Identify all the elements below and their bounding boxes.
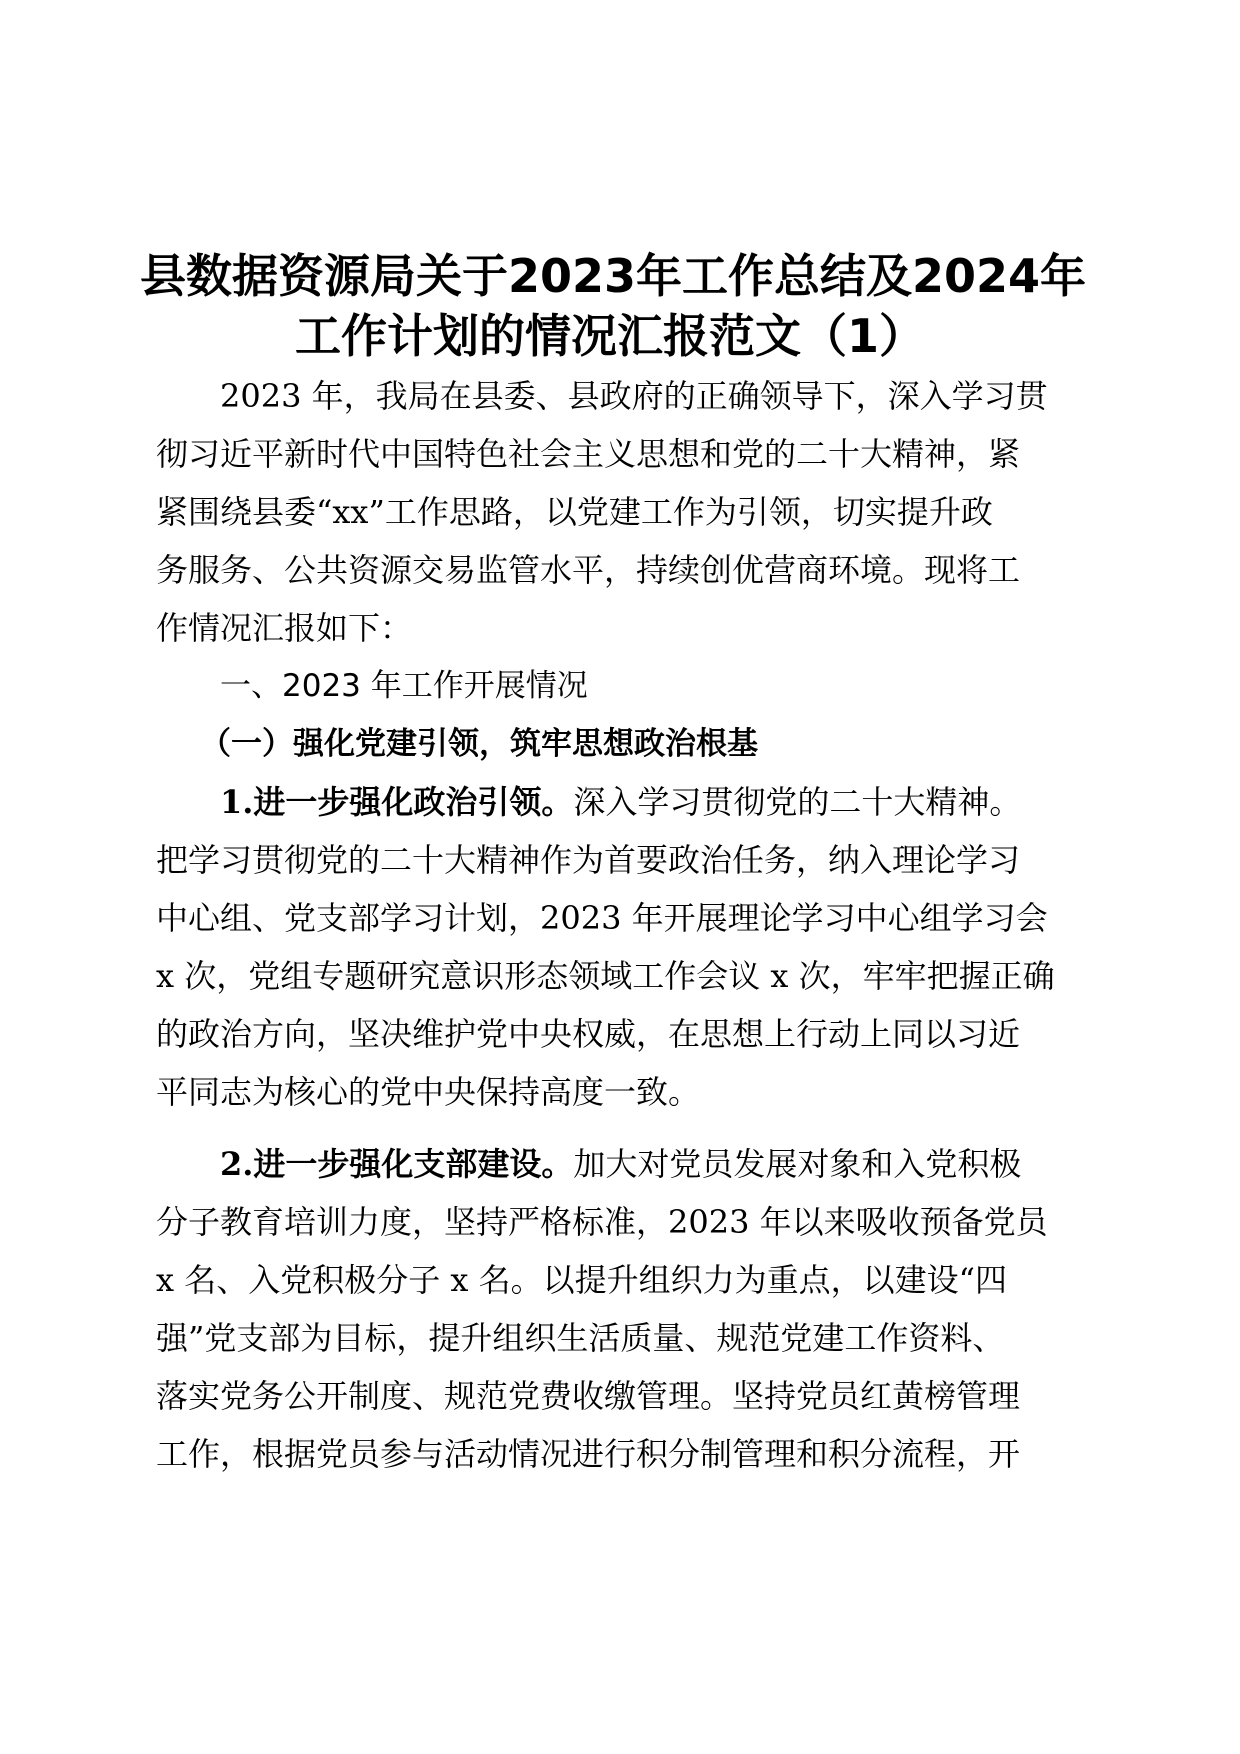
intro-line: 紧围绕县委“xx”工作思路，以党建工作为引领，切实提升政 <box>156 493 993 531</box>
subsection-heading: （一）强化党建引领，筑牢思想政治根基 <box>200 726 758 762</box>
item-1-line: 中心组、党支部学习计划，2023 年开展理论学习中心组学习会 <box>156 899 1048 937</box>
item-2-first-line <box>220 1144 1150 1184</box>
intro-line: 务服务、公共资源交易监管水平，持续创优营商环境。现将工 <box>156 551 1021 589</box>
intro-line: 彻习近平新时代中国特色社会主义思想和党的二十大精神，紧 <box>156 435 1021 473</box>
item-2-line: x 名、入党积极分子 x 名。以提升组织力为重点，以建设“四 <box>156 1261 1007 1299</box>
item-1-line: 把学习贯彻党的二十大精神作为首要政治任务，纳入理论学习 <box>156 841 1021 879</box>
item-1-first-line <box>220 782 1150 822</box>
item-1-line: x 次，党组专题研究意识形态领域工作会议 x 次，牢牢把握正确 <box>156 957 1055 995</box>
item-2-line: 强”党支部为目标，提升组织生活质量、规范党建工作资料、 <box>156 1319 1005 1357</box>
item-1-text: 深入学习贯彻党的二十大精神。 <box>573 783 1022 821</box>
section-heading: 一、2023 年工作开展情况 <box>220 668 588 704</box>
document-title-line-1: 县数据资源局关于2023年工作总结及2024年 <box>140 249 1087 303</box>
item-1-lead: 1.进一步强化政治引领。 <box>220 783 574 821</box>
item-2-line: 分子教育培训力度，坚持严格标准，2023 年以来吸收预备党员 <box>156 1203 1048 1241</box>
item-2-line: 工作，根据党员参与活动情况进行积分制管理和积分流程，开 <box>156 1435 1021 1473</box>
intro-line: 2023 年，我局在县委、县政府的正确领导下，深入学习贯 <box>220 377 1048 415</box>
item-1-line: 平同志为核心的党中央保持高度一致。 <box>156 1073 701 1111</box>
item-2-text: 加大对党员发展对象和入党积极 <box>573 1145 1022 1183</box>
document-title-line-2: 工作计划的情况汇报范文（1） <box>294 309 925 363</box>
item-1-line: 的政治方向，坚决维护党中央权威，在思想上行动上同以习近 <box>156 1015 1021 1053</box>
item-2-line: 落实党务公开制度、规范党费收缴管理。坚持党员红黄榜管理 <box>156 1377 1021 1415</box>
item-2-lead: 2.进一步强化支部建设。 <box>220 1145 574 1183</box>
intro-line: 作情况汇报如下： <box>156 609 413 647</box>
